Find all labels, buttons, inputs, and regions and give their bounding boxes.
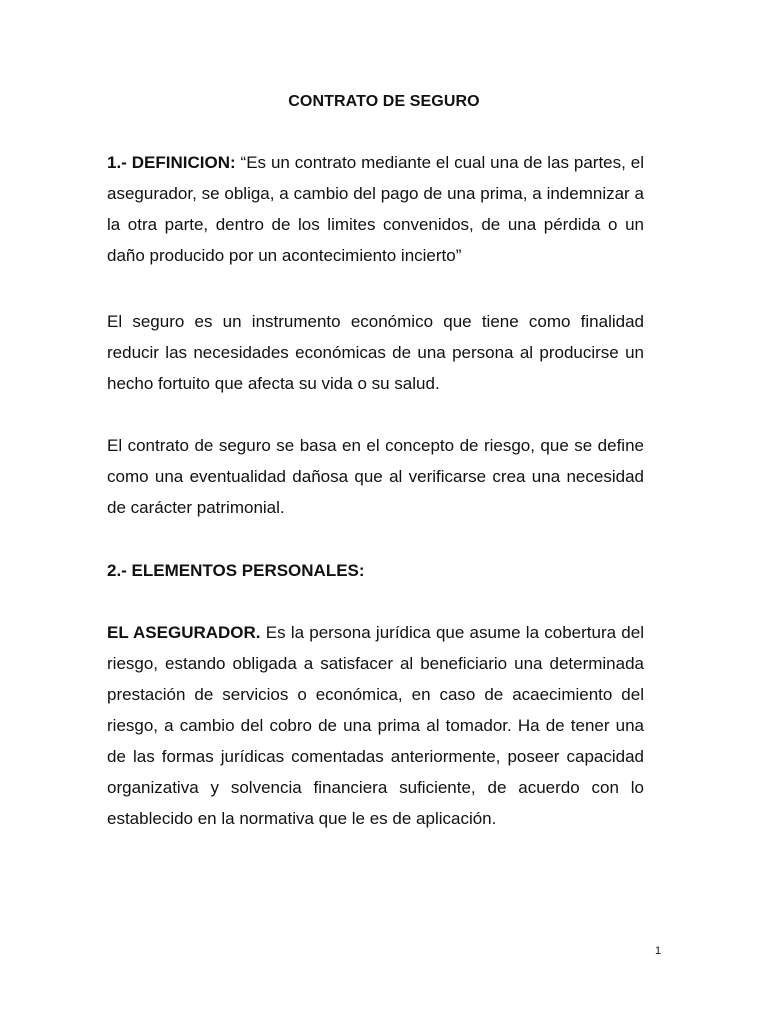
document-title: CONTRATO DE SEGURO xyxy=(288,93,480,110)
page-number: 1 xyxy=(654,945,662,957)
definition-paragraph xyxy=(107,147,644,271)
insurer-heading: EL ASEGURADOR. xyxy=(107,623,261,642)
definition-text: “Es un contrato mediante el cual una de las partes, el asegurador, se obliga, a cambio del pago de una prima, a indemnizar a la otra parte, dentro de los limites convenidos, de una pérdida o un daño producido por un acontecimiento incierto” xyxy=(107,153,644,265)
definition-heading: 1.- DEFINICION: xyxy=(107,153,236,172)
insurer-text: Es la persona jurídica que asume la cobertura del riesgo, estando obligada a satisfacer al beneficiario una determinada prestación de servicios o económica, en caso de acaecimiento del riesgo, a cambio del cobro de una prima al tomador. Ha de tener una de las formas jurídicas comentadas anteriormente, poseer capacidad organizativa y solvencia financiera suficiente, de acuerdo con lo establecido en la normativa que le es de aplicación. xyxy=(107,623,644,828)
section-heading-text: 2.- ELEMENTOS PERSONALES: xyxy=(107,561,365,580)
section-heading xyxy=(107,555,644,586)
risk-paragraph: El contrato de seguro se basa en el concepto de riesgo, que se define como una eventualidad dañosa que al verificarse crea una necesidad de carácter patrimonial. xyxy=(107,436,644,517)
instrument-paragraph: El seguro es un instrumento económico que tiene como finalidad reducir las necesidades económicas de una persona al producirse un hecho fortuito que afecta su vida o su salud. xyxy=(107,312,644,393)
insurer-paragraph xyxy=(107,617,644,834)
